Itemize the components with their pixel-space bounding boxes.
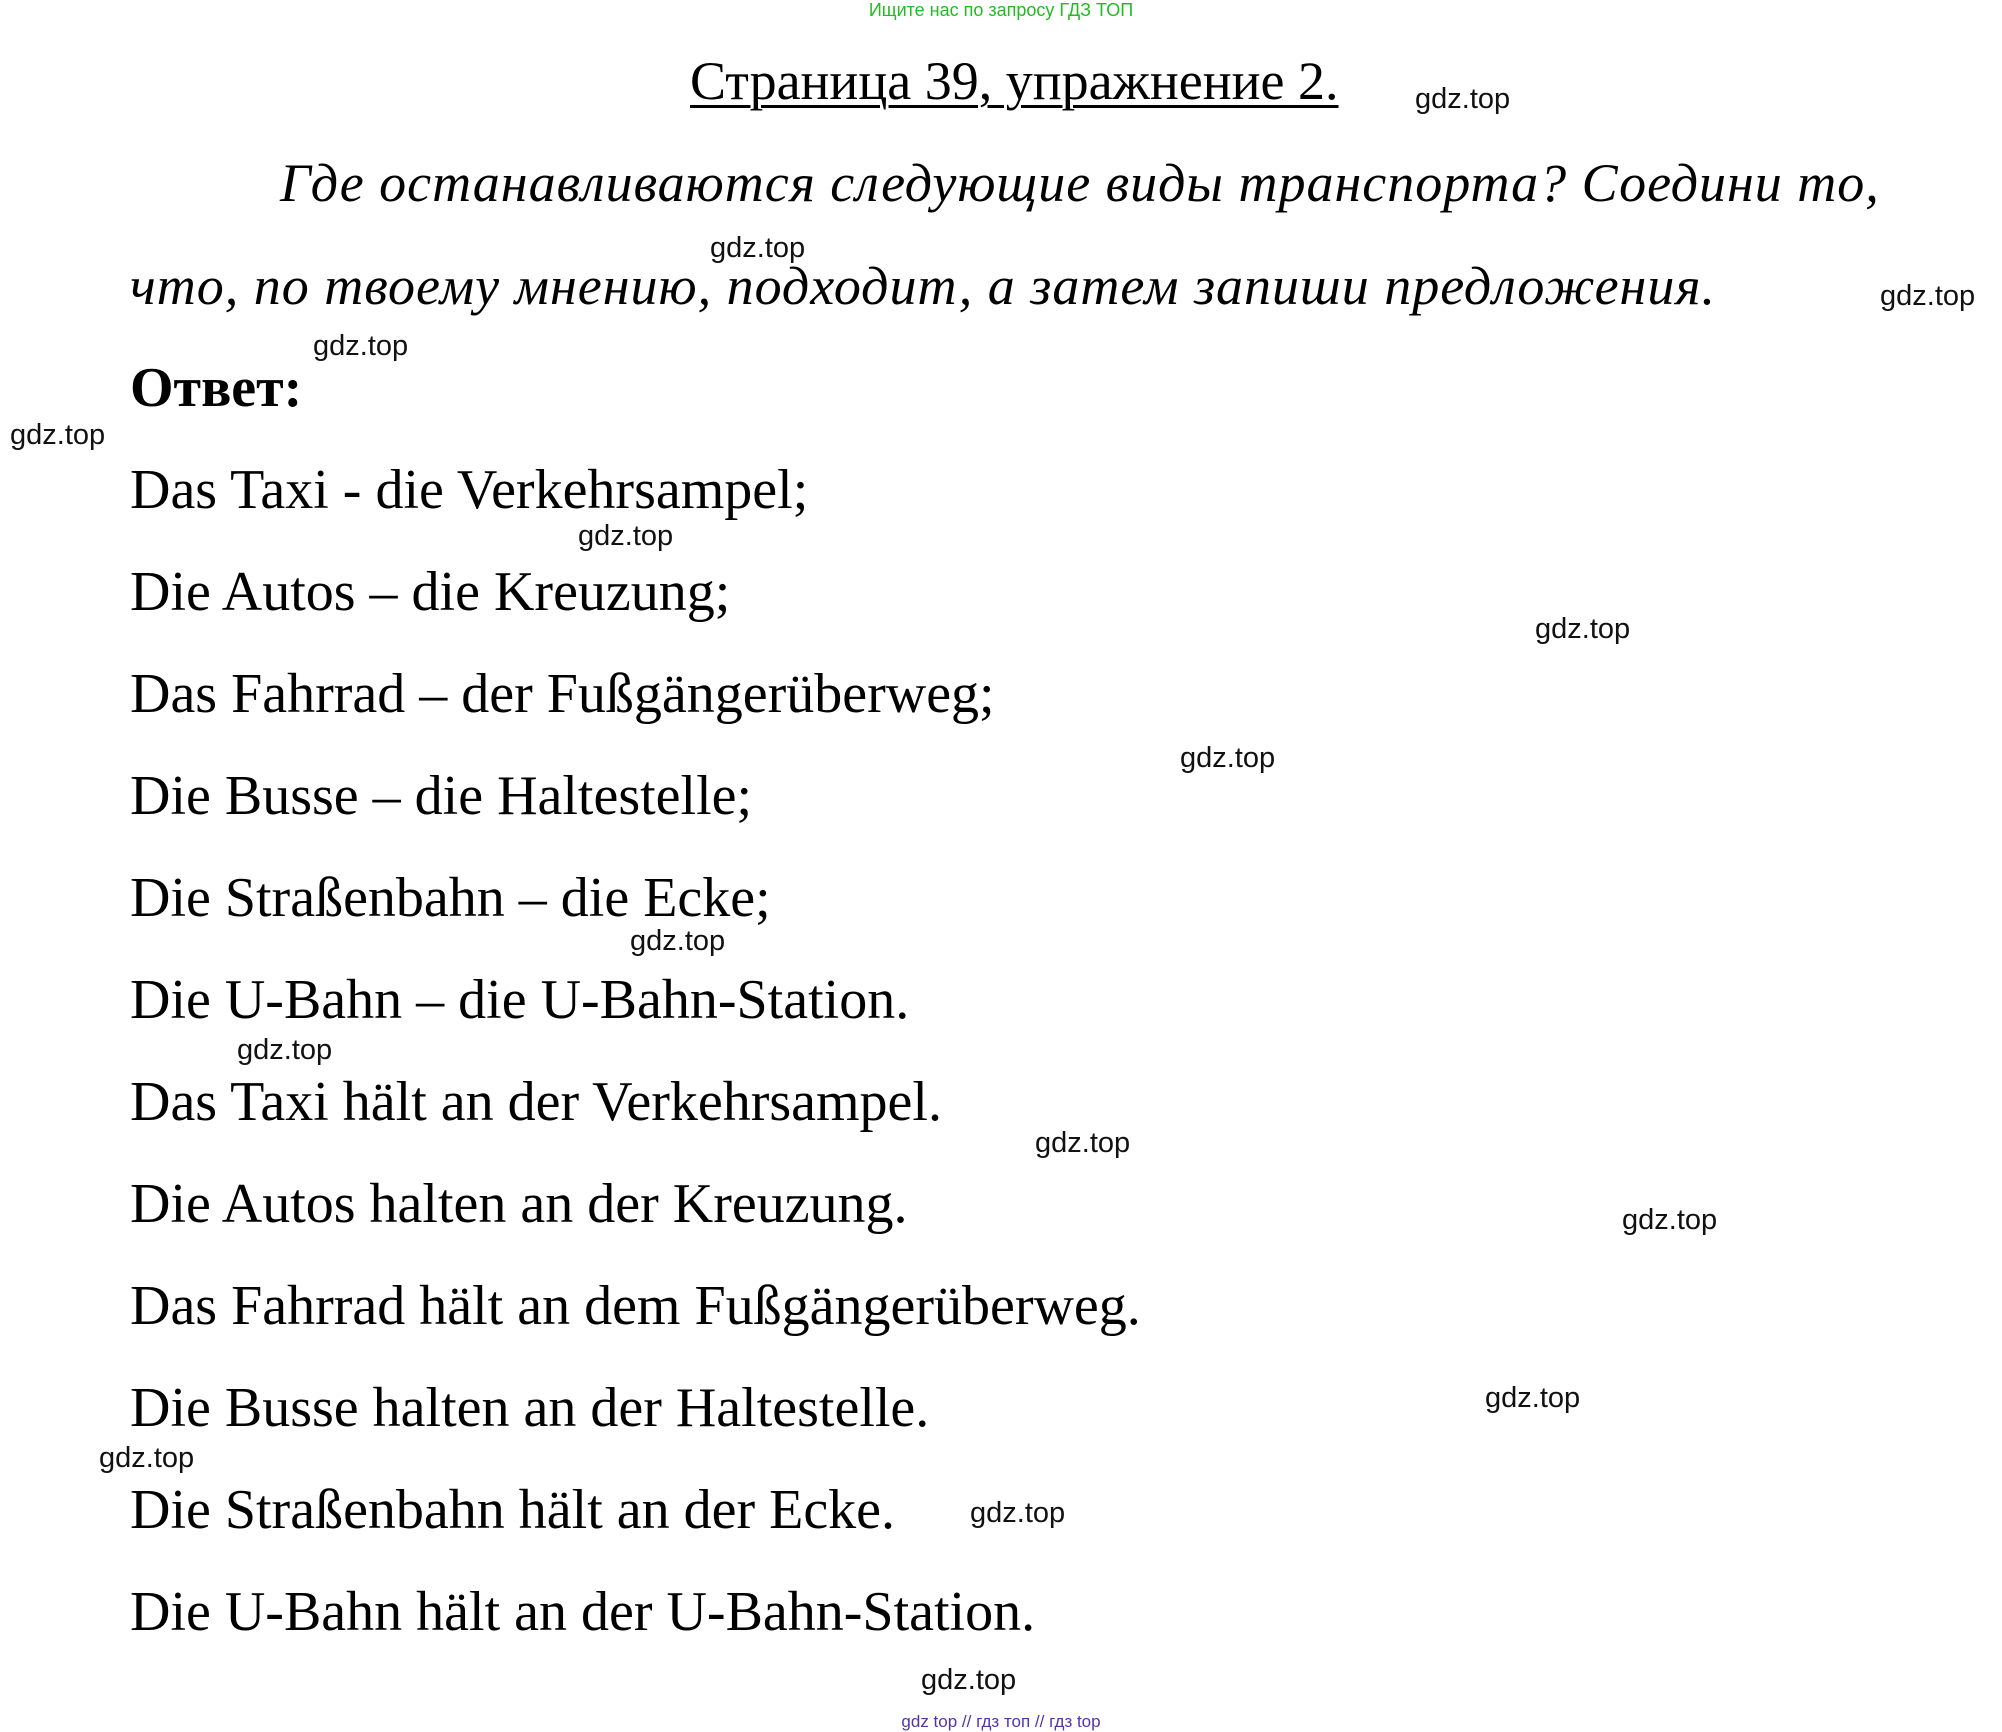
watermark-text: gdz.top — [237, 1034, 333, 1066]
sentence-line: Die Straßenbahn hält an der Ecke. — [130, 1479, 896, 1541]
watermark-text: gdz.top — [1035, 1127, 1131, 1159]
watermark-text: gdz.top — [10, 419, 106, 451]
watermark-text: gdz.top — [970, 1497, 1066, 1529]
sentence-line: Die Busse halten an der Haltestelle. — [130, 1377, 930, 1439]
watermark-text: gdz.top — [1535, 613, 1631, 645]
watermark-text: gdz.top — [1415, 83, 1511, 115]
watermark-text: gdz.top — [1622, 1204, 1718, 1236]
pair-line: Die Straßenbahn – die Ecke; — [130, 867, 771, 929]
watermark-text: gdz.top — [921, 1664, 1017, 1696]
answer-label: Ответ: — [130, 357, 303, 419]
pair-line: Die Autos – die Kreuzung; — [130, 561, 731, 623]
watermark-text: gdz.top — [578, 520, 674, 552]
watermark-text: gdz.top — [1880, 280, 1976, 312]
footer-watermark: gdz top // гдз топ // гдз top — [901, 1712, 1101, 1731]
watermark-text: gdz.top — [1180, 742, 1276, 774]
watermark-text: gdz.top — [313, 330, 409, 362]
top-search-note: Ищите нас по запросу ГДЗ ТОП — [868, 0, 1134, 20]
sentence-line: Die Autos halten an der Kreuzung. — [130, 1173, 908, 1235]
watermark-text: gdz.top — [710, 232, 806, 264]
sentence-line: Das Fahrrad hält an dem Fußgängerüberweg. — [130, 1275, 1141, 1337]
sentence-line: Die U-Bahn hält an der U-Bahn-Station. — [130, 1581, 1036, 1643]
task-line-1: Где останавливаются следующие виды транспорта? Соедини то, — [280, 153, 1880, 213]
pair-line: Das Fahrrad – der Fußgängerüberweg; — [130, 663, 995, 725]
pair-line: Die U-Bahn – die U-Bahn-Station. — [130, 969, 910, 1031]
pair-line: Die Busse – die Haltestelle; — [130, 765, 753, 827]
watermark-text: gdz.top — [1485, 1382, 1581, 1414]
watermark-text: gdz.top — [99, 1442, 195, 1474]
page-title: Страница 39, упражнение 2. — [690, 51, 1339, 111]
sentence-line: Das Taxi hält an der Verkehrsampel. — [130, 1071, 942, 1133]
watermark-text: gdz.top — [630, 925, 726, 957]
task-line-2: что, по твоему мнению, подходит, а затем запиши предложения. — [130, 256, 1716, 316]
pair-line: Das Taxi - die Verkehrsampel; — [130, 459, 809, 521]
